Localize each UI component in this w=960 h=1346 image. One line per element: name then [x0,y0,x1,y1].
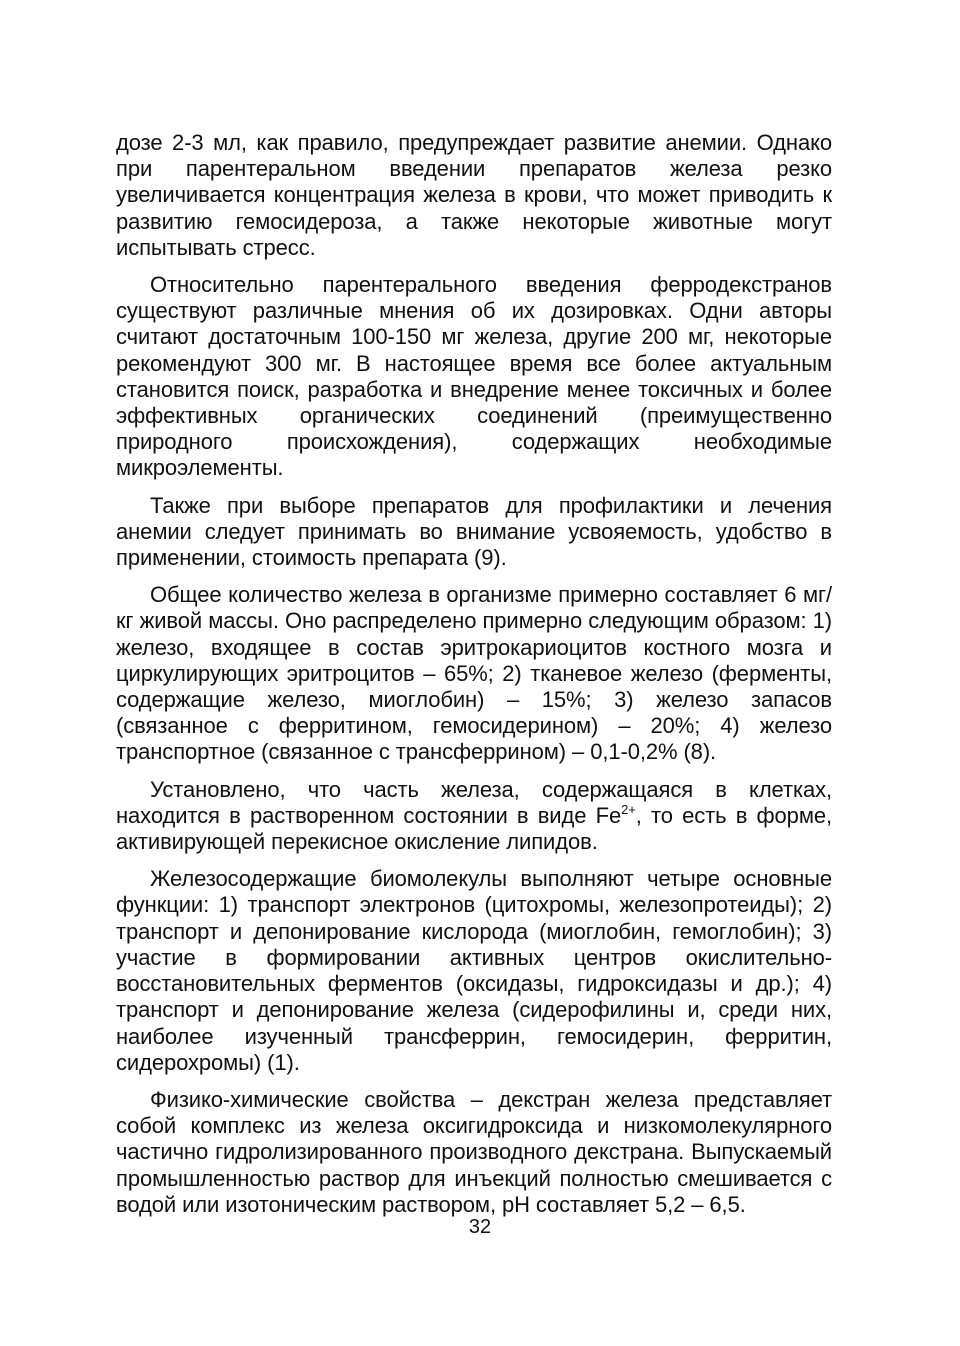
paragraph-dissolved-iron [116,777,832,856]
page-number: 32 [468,1216,492,1238]
paragraph-physicochemical-properties: Физико-химические свойства – декстран железа представляет собой комплекс из железа оксигидроксида и низкомолекулярного частично гидролизированного производного декстрана. Выпускаемый промышленностью раствор для инъекций полностью смешивается с водой или изотоническим раствором, pH составляет 5,2 – 6,5. [116,1086,832,1217]
page-body [116,130,832,1229]
paragraph-ferrodextran-dosage: Относительно парентерального введения ферродекстранов существуют различные мнения об их дозировках. Одни авторы считают достаточным 100-150 мг железа, другие 200 мг, некоторые рекомендуют 300 мг. В настоящее время все более актуальным становится поиск, разработка и внедрение менее токсичных и более эффективных органических соединений (преимущественно природного происхождения), содержащих необходимые микроэлементы. [116,272,832,481]
paragraph-anemia-dose: дозе 2-3 мл, как правило, предупреждает развитие анемии. Однако при парентеральном введении препаратов железа резко увеличивается концентрация железа в крови, что может приводить к развитию гемосидероза, а также некоторые животные могут испытывать стресс. [116,130,832,260]
paragraph-drug-selection: Также при выборе препаратов для профилактики и лечения анемии следует принимать во внимание усвояемость, удобство в применении, стоимость препарата (9). [116,492,832,571]
fe-charge-superscript: 2+ [621,801,636,817]
paragraph-iron-biomolecules: Железосодержащие биомолекулы выполняют четыре основные функции: 1) транспорт электронов (цитохромы, железопротеиды); 2) транспорт и депонирование кислорода (миоглобин, гемоглобин); 3) участие в формировании активных центров окислительно-восстановительных ферментов (оксидазы, гидроксидазы и др.); 4) транспорт и депонирование железа (сидерофилины и, среди них, наиболее изученный трансферрин, гемосидерин, ферритин, сидерохромы) (1). [116,866,832,1075]
fe-text-after: , то есть в форме, активирующей перекисное окисление липидов. [116,802,832,855]
paragraph-iron-distribution: Общее количество железа в организме примерно составляет 6 мг/кг живой массы. Оно распределено примерно следующим образом: 1) железо, входящее в состав эритрокариоцитов костного мозга и циркулирующих эритроцитов – 65%; 2) тканевое железо (ферменты, содержащие железо, миоглобин) – 15%; 3) железо запасов (связанное с ферритином, гемосидерином) – 20%; 4) железо транспортное (связанное с трансферрином) – 0,1-0,2% (8). [116,582,832,765]
fe-text-before: Установлено, что часть железа, содержащаяся в клетках, находится в растворенном состоянии в виде Fe [116,776,832,828]
